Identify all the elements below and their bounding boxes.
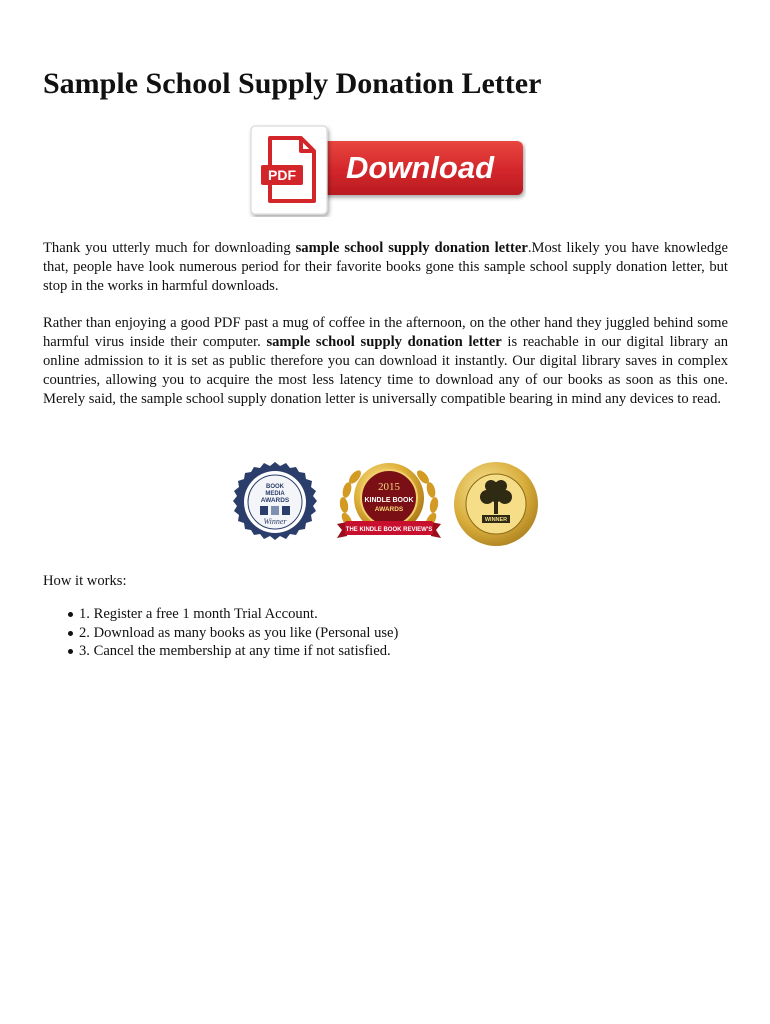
green-earth-book-award-tree-icon — [451, 458, 541, 552]
book-media-awards-seal-icon — [229, 458, 321, 552]
keyword-bold: sample school supply donation letter — [295, 240, 528, 256]
step-item: 1. Register a free 1 month Trial Account. — [43, 605, 398, 624]
badge-1-line1: BOOK — [266, 484, 284, 490]
badge-1-ribbon: Winner — [263, 517, 287, 526]
badge-2-line1: KINDLE BOOK — [364, 497, 414, 504]
intro-paragraph: Thank you utterly much for downloading sample school supply donation letter.Most likely you have knowledge that, people have look numerous period for their favorite books gone this sample school supply donation letter, but stop in the works in harmful downloads. — [43, 240, 728, 294]
pdf-file-icon — [261, 138, 314, 201]
badge-2-line2: AWARDS — [374, 506, 404, 513]
badge-2-year: 2015 — [378, 481, 400, 493]
download-pdf-banner[interactable] — [248, 124, 526, 217]
download-button-label: Download — [345, 150, 495, 185]
badge-1-line2: MEDIA — [265, 491, 285, 497]
badge-3-ribbon: WINNER — [484, 517, 508, 523]
step-item: 3. Cancel the membership at any time if not satisfied. — [43, 642, 398, 661]
body-paragraph: Rather than enjoying a good PDF past a mug of coffee in the afternoon, on the other hand they juggled behind some harmful virus inside their computer. sample school supply donation letter is reachable in our digital library an online admission to it is set as public therefore you can download it instantly. Our digital library saves in complex countries, allowing you to acquire the most less latency time to download any of our books as soon as this one. Merely said, the sample school supply donation letter is universally compatible bearing in mind any devices to read. — [43, 315, 729, 407]
how-it-works-heading: How it works: — [43, 573, 127, 589]
award-badges — [229, 458, 541, 552]
how-it-works-steps — [43, 605, 398, 661]
badge-1-line3: AWARDS — [260, 497, 290, 504]
pdf-file-label: PDF — [268, 167, 296, 183]
badge-2-ribbon: THE KINDLE BOOK REVIEW'S — [345, 527, 433, 533]
keyword-bold: sample school supply donation letter — [266, 333, 502, 350]
kindle-book-awards-laurel-icon — [335, 458, 443, 552]
page-title: Sample School Supply Donation Letter — [43, 67, 542, 100]
download-button[interactable] — [248, 124, 526, 217]
step-item: 2. Download as many books as you like (Personal use) — [43, 624, 398, 643]
